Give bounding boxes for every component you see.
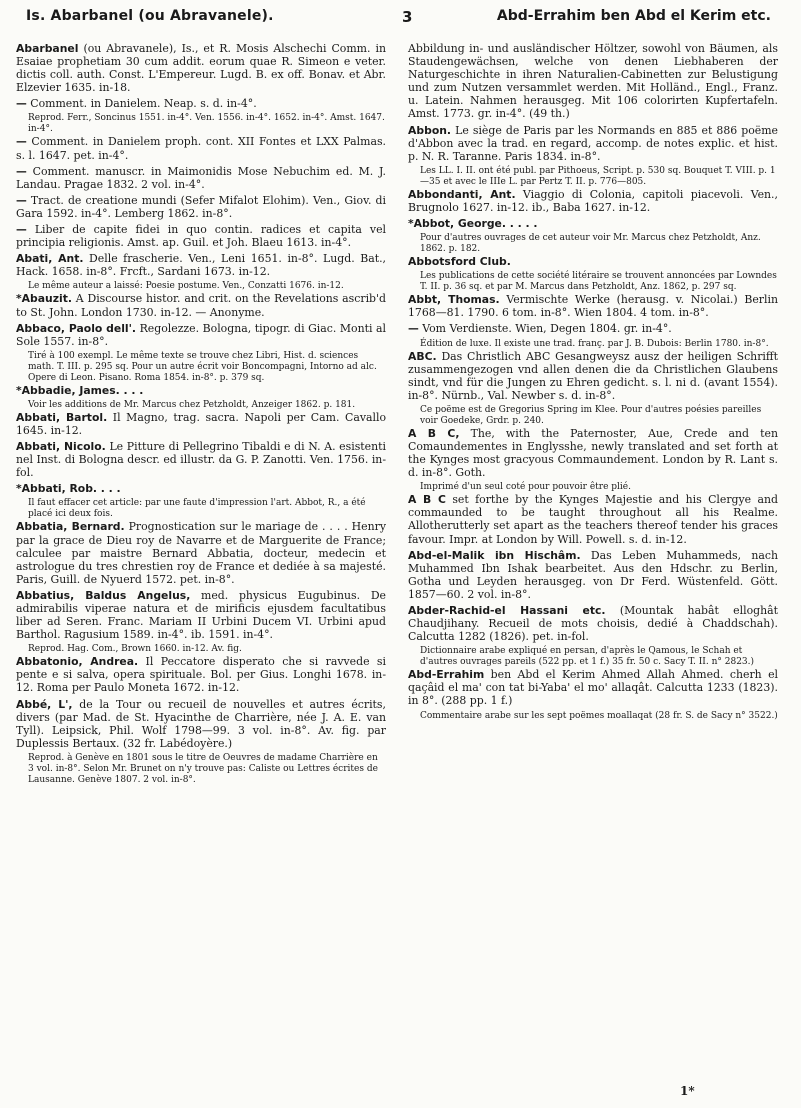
entry-note: Commentaire arabe sur les sept poëmes moallaqat (28 fr. S. de Sacy n° 3522.) xyxy=(420,710,778,721)
bibliography-entry xyxy=(16,252,386,278)
bibliography-entry xyxy=(16,384,386,397)
entry-heading: — xyxy=(16,164,27,178)
entry-text: Tract. de creatione mundi (Sefer Mifalot Elohim). Ven., Giov. di Gara 1592. in-4°. Lemberg 1862. in-8°. xyxy=(16,193,386,220)
bibliography-entry xyxy=(408,293,778,319)
entry-heading: Abd-el-Malik ibn Hischâm. xyxy=(408,548,581,562)
entry-heading: Abbt, Thomas. xyxy=(408,293,500,307)
entry-text: Le Pitture di Pellegrino Tibaldi e di N. A. esistenti nel Inst. di Bologna descr. ed illustr. da G. P. Zanotti. Ven. 1756. in-fol. xyxy=(16,440,386,480)
entry-text: Viaggio di Colonia, capitoli piacevoli. Ven., Brugnolo 1627. in-12. ib., Baba 1627. in-12. xyxy=(408,187,778,214)
entry-heading: *Abauzit. xyxy=(16,292,72,306)
entry-heading: Abarbanel xyxy=(16,42,79,55)
entry-heading: Abbaco, Paolo dell'. xyxy=(16,321,137,335)
entry-text: Regolezze. Bologna, tipogr. di Giac. Monti al Sole 1557. in-8°. xyxy=(16,321,387,348)
entry-note: Les LL. I. II. ont été publ. par Pithoeus, Script. p. 530 sq. Bouquet T. VIII. p. 1—35 et avec le IIIe L. par Pertz T. II. p. 776—805. xyxy=(420,165,776,187)
bibliography-entry xyxy=(408,42,778,121)
entry-text: Comment. manuscr. in Maimonidis Mose Nebuchim ed. M. J. Landau. Pragae 1832. 2 vol. in-4°. xyxy=(16,164,386,191)
entry-heading: Abbotsford Club. xyxy=(408,255,511,269)
bibliography-entry xyxy=(408,124,778,163)
entry-heading: Abbé, L', xyxy=(16,697,73,711)
entry-heading: Abati, Ant. xyxy=(16,252,84,266)
entry-note: Tiré à 100 exempl. Le même texte se trouve chez Libri, Hist. d. sciences math. T. III. p. 295 sq. Pour un autre écrit voir Boncompagni, Intorno ad alc. Opere di Leon. Pisano. Roma 1854. in-8°. p. 379 sq. xyxy=(28,350,377,383)
bibliography-entry xyxy=(16,194,386,220)
bibliography-entry xyxy=(16,292,386,318)
bibliography-entry xyxy=(408,217,778,230)
entry-heading: A B C xyxy=(408,493,446,507)
entry-heading: Abd-Errahim xyxy=(408,668,485,682)
bibliography-entry xyxy=(408,322,778,335)
entry-text: Comment. in Danielem. Neap. s. d. in-4°. xyxy=(30,97,257,111)
entry-heading: *Abbati, Rob. . . . xyxy=(16,482,121,496)
bibliography-entry xyxy=(16,520,386,585)
entry-note: Reprod. à Genève en 1801 sous le titre de Oeuvres de madame Charrière en 3 vol. in-8°. Selon Mr. Brunet on n'y trouve pas: Caliste ou Lettres écrites de Lausanne. Genève 1807. 2 vol. in-8°. xyxy=(28,752,378,785)
bibliography-entry xyxy=(408,668,778,707)
entry-text: set forthe by the Kynges Majestie and his Clergye and commaunded to be taught throughout all his Realme. Allotherutterly set apart as the teachers thereof tender his graces favour. Impr. at London by Will. Powell. s. d. in-12. xyxy=(408,493,778,546)
entry-heading: Abbatonio, Andrea. xyxy=(16,655,139,669)
entry-text: Das Christlich ABC Gesangweysz ausz der heiligen Schrifft zusammengezogen vnd allen denen die da Christlichen Glaubens sindt, vnd für die Jungen zu Ehren gedicht. s. l. ni d. (avant 1554). in-8°. Nürnb., Val. Newber s. d. in-8°. xyxy=(408,349,778,402)
entry-note: Ce poëme est de Gregorius Spring im Klee. Pour d'autres poésies pareilles voir Goedeke, Grdr. p. 240. xyxy=(420,404,762,426)
entry-text: Liber de capite fidei in quo contin. radices et capita vel principia religionis. Amst. ap. Guil. et Joh. Blaeu 1613. in-4°. xyxy=(16,223,386,250)
entry-note: Reprod. Ferr., Soncinus 1551. in-4°. Ven. 1556. in-4°. 1652. in-4°. Amst. 1647. in-4°. xyxy=(28,113,385,135)
bibliography-entry xyxy=(16,698,386,750)
entry-heading: Abbon. xyxy=(408,123,452,137)
entry-text: ben Abd el Kerim Ahmed Allah Ahmed. cherh el qaçâid el ma' con tat bi-Yaba' el mo' allaqât. Calcutta 1233 (1823). in 8°. (288 pp. 1 f.) xyxy=(408,668,779,708)
entry-text: A Discourse histor. and crit. on the Revelations ascrib'd to St. John. London 1730. in-12. — Anonyme. xyxy=(16,292,386,319)
entry-text: Das Leben Muhammeds, nach Muhammed Ibn Ishak bearbeitet. Aus den Hdschr. zu Berlin, Gotha und Leyden herausgeg. von Dr Ferd. Wüstenfeld. Gött. 1857—60. 2 vol. in-8°. xyxy=(408,548,778,601)
header-right: Abd-Errahim ben Abd el Kerim etc. xyxy=(496,8,771,24)
entry-note: Il faut effacer cet article: par une faute d'impression l'art. Abbot, R., a été placé ici deux fois. xyxy=(28,498,366,520)
bibliography-entry xyxy=(16,97,386,110)
bibliography-entry xyxy=(408,350,778,402)
entry-heading: Abbati, Bartol. xyxy=(16,410,108,424)
signature-mark: 1* xyxy=(680,1084,695,1098)
bibliography-entry xyxy=(16,589,386,641)
entry-heading: — xyxy=(16,193,27,207)
entry-text: med. physicus Eugubinus. De admirabilis viperae natura et de mirificis ejusdem facultatibus liber ad Seren. Franc. Mariam II Urbini Ducem VI. Urbini apud Barthol. Ragusium 1589. in-4°. ib. 1591. in-4°. xyxy=(16,588,386,642)
entry-note: Édition de luxe. Il existe une trad. franç. par J. B. Dubois: Berlin 1780. in-8°. xyxy=(420,338,769,349)
bibliography-entry xyxy=(16,165,386,191)
entry-heading: — xyxy=(16,97,27,111)
entry-heading: *Abbadie, James. . . . xyxy=(16,383,144,397)
entry-heading: — xyxy=(408,322,419,336)
entry-text: de la Tour ou recueil de nouvelles et autres écrits, divers (par Mad. de St. Hyacinthe de Charrière, née J. A. E. van Tyll). Leipsick, Phil. Wolf 1798—99. 3 vol. in-8°. Av. fig. par Duplessis Bertaux. (32 fr. Labédoyère.) xyxy=(16,697,386,750)
bibliography-entry xyxy=(16,440,386,479)
entry-note: Les publications de cette société litéraire se trouvent annoncées par Lowndes T. II. p. 36 sq. et par M. Marcus dans Petzholdt, Anz. 1862, p. 297 sq. xyxy=(420,271,777,293)
entry-note: Dictionnaire arabe expliqué en persan, d'après le Qamous, le Schah et d'autres ouvrages pareils (522 pp. et 1 f.) 35 fr. 50 c. Sacy T. II. n° 2823.) xyxy=(420,646,755,668)
bibliography-entry xyxy=(408,604,778,643)
entry-text: Il Magno, trag. sacra. Napoli per Cam. Cavallo 1645. in-12. xyxy=(16,410,387,437)
entry-text: (Mountak habât elloghât Chaudjihany. Recueil de mots choisis, dedié à Chaddschah). Calcutta 1282 (1826). pet. in-fol. xyxy=(408,604,778,644)
entry-note: Reprod. Hag. Com., Brown 1660. in-12. Av. fig. xyxy=(28,644,242,655)
entry-text: Il Peccatore disperato che si ravvede si pente e si salva, opera spirituale. Bol. per Gius. Longhi 1678. in-12. Roma per Paulo Moneta 1672. in-12. xyxy=(16,655,387,695)
entry-text: (ou Abravanele), Is., et R. Mosis Alschechi Comm. in Esaiae prophetiam 30 cum addit. eorum quae R. Simeon e veter. dictis coll. auth. Const. L'Empereur. Lugd. B. ex off. Bonav. et Abr. Elzevier 1635. in-18. xyxy=(16,42,386,95)
entry-heading: — xyxy=(16,135,27,149)
entry-heading: A B C, xyxy=(408,426,460,440)
entry-text: Vom Verdienste. Wien, Degen 1804. gr. in-4°. xyxy=(422,322,672,336)
entry-text: Le siège de Paris par les Normands en 885 et 886 poëme d'Abbon avec la trad. en regard, accomp. de notes explic. et hist. p. N. R. Taranne. Paris 1834. in-8°. xyxy=(408,123,778,163)
bibliography-entry xyxy=(16,135,386,161)
page-number: 3 xyxy=(402,8,413,26)
entry-note: Voir les additions de Mr. Marcus chez Petzholdt, Anzeiger 1862. p. 181. xyxy=(28,399,356,410)
header-left: Is. Abarbanel (ou Abravanele). xyxy=(26,8,274,24)
bibliography-entry xyxy=(16,655,386,694)
entry-heading: *Abbot, George. . . . . xyxy=(408,217,538,231)
entry-heading: — xyxy=(16,223,27,237)
bibliography-entry xyxy=(16,411,386,437)
entry-heading: Abbondanti, Ant. xyxy=(408,187,516,201)
entry-text: Delle frascherie. Ven., Leni 1651. in-8°. Lugd. Bat., Hack. 1658. in-8°. Frcft., Sardani 1673. in-12. xyxy=(16,252,386,279)
right-column xyxy=(408,42,778,722)
entry-heading: Abder-Rachid-el Hassani etc. xyxy=(408,604,606,617)
bibliography-entry xyxy=(408,493,778,545)
bibliography-entry xyxy=(408,549,778,601)
entry-heading: Abbatius, Baldus Angelus, xyxy=(16,588,191,602)
entry-note: Imprimé d'un seul coté pour pouvoir être plié. xyxy=(420,482,631,493)
entry-note: Le même auteur a laissé: Poesie postume. Ven., Conzatti 1676. in-12. xyxy=(28,281,344,292)
entry-text: Vermischte Werke (herausg. v. Nicolai.) Berlin 1768—81. 1790. 6 tom. in-8°. Wien 1804. 4 tom. in-8°. xyxy=(408,293,778,320)
entry-heading: ABC. xyxy=(408,349,437,363)
left-column xyxy=(16,42,386,786)
entry-note: Pour d'autres ouvrages de cet auteur voir Mr. Marcus chez Petzholdt, Anz. 1862. p. 182. xyxy=(420,233,761,255)
bibliography-entry xyxy=(408,427,778,479)
bibliography-entry xyxy=(16,42,386,94)
entry-text: The, with the Paternoster, Aue, Crede and ten Comaundementes in Englysshe, newly translated and set forth at the Kynges most gracyous Commaundement. London by R. Lant s. d. in-8°. Goth. xyxy=(408,426,778,480)
bibliography-entry xyxy=(16,482,386,495)
bibliography-entry xyxy=(408,188,778,214)
entry-heading: Abbati, Nicolo. xyxy=(16,440,106,454)
entry-text: Comment. in Danielem proph. cont. XII Fontes et LXX Palmas. s. l. 1647. pet. in-4°. xyxy=(16,135,386,162)
bibliography-entry xyxy=(408,255,778,268)
entry-text: Abbildung in- und ausländischer Höltzer, sowohl von Bäumen, als Staudengewächsen, welche von denen Liebhaberen der Naturgeschichte in ihren Naturalien-Cabinetten zur Belustigung und zum Nutzen versammlet werden. Mit Holländ., Engl., Franz. u. Latein. Nahmen herausgeg. Mit 106 colorirten Kupfertafeln. Amst. 1773. gr. in-4°. (49 th.) xyxy=(408,42,778,121)
bibliography-entry xyxy=(16,223,386,249)
running-header xyxy=(26,8,771,30)
entry-heading: Abbatia, Bernard. xyxy=(16,520,125,534)
bibliography-entry xyxy=(16,322,386,348)
entry-text: Prognostication sur le mariage de . . . . Henry par la grace de Dieu roy de Navarre et de Marguerite de France; calculee par maistre Bernard Abbatia, docteur, medecin et astrologue du tres chrestien roy de France et dediée à sa majesté. Paris, Guill. de Nyuerd 1572. pet. in-8°. xyxy=(16,520,386,586)
